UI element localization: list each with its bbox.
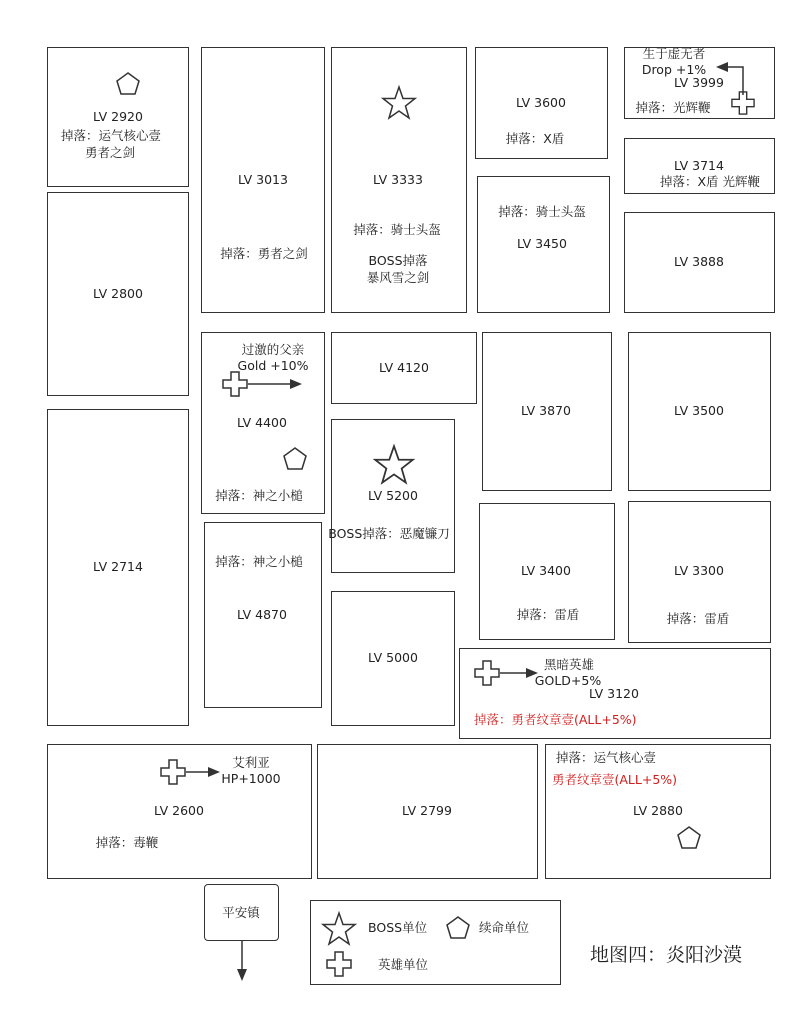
boss-drop: BOSS掉落：恶魔镰刀 (328, 526, 450, 541)
star-icon (382, 86, 416, 120)
zone-level: LV 3888 (674, 254, 724, 269)
star-icon (322, 912, 356, 946)
legend-revive-label: 续命单位 (479, 920, 530, 935)
zone-drop-highlight: 掉落：勇者纹章壹(ALL+5%) (474, 712, 637, 727)
hero-bonus: Drop +1% (641, 62, 707, 77)
pentagon-icon (446, 916, 470, 940)
zone-drop: 掉落：光辉鞭 (635, 100, 711, 115)
boss-drop-item: 暴风雪之剑 (366, 270, 430, 285)
pentagon-icon (116, 72, 140, 96)
hero-bonus: Gold +10% (237, 358, 309, 373)
arrow-right-icon (500, 667, 538, 679)
cross-icon (474, 660, 500, 686)
zone-level: LV 2799 (402, 803, 452, 818)
zone-level: LV 4400 (237, 415, 287, 430)
zone-drop: 掉落：运气核心壹 (556, 750, 657, 765)
zone-level: LV 3120 (589, 686, 639, 701)
zone-level: LV 2800 (93, 286, 143, 301)
zone-drop: 掉落：运气核心壹 (60, 128, 162, 143)
arrow-right-icon (186, 766, 220, 778)
cross-icon (222, 371, 248, 397)
zone-level: LV 3500 (674, 403, 724, 418)
zone-level: LV 4120 (379, 360, 429, 375)
hero-bonus: GOLD+5% (534, 673, 602, 688)
zone-drop: 掉落：雷盾 (516, 607, 580, 622)
zone-level: LV 5200 (368, 488, 418, 503)
zone-drop: 勇者之剑 (84, 145, 136, 160)
zone-drop: 掉落：X盾 (505, 131, 565, 146)
hero-bonus: HP+1000 (221, 771, 281, 786)
zone-drop: 掉落：骑士头盔 (498, 204, 586, 219)
zone-level: LV 3013 (238, 172, 288, 187)
cross-icon (731, 91, 755, 115)
legend-hero-label: 英雄单位 (378, 957, 429, 972)
zone-drop: 掉落：毒鞭 (95, 835, 159, 850)
zone-level: LV 3333 (373, 172, 423, 187)
hero-name: 生于虚无者 (642, 46, 706, 61)
pentagon-icon (283, 447, 307, 471)
map-title: 地图四：炎阳沙漠 (590, 944, 743, 966)
zone-level: LV 2920 (93, 109, 143, 124)
zone-drop: 掉落：X盾 光辉鞭 (659, 174, 761, 189)
zone-level: LV 3714 (674, 158, 724, 173)
zone-level: LV 3300 (674, 563, 724, 578)
zone-level: LV 5000 (368, 650, 418, 665)
hero-name: 过激的父亲 (241, 342, 305, 357)
town-name: 平安镇 (222, 905, 260, 920)
zone-level: LV 2714 (93, 559, 143, 574)
pentagon-icon (677, 826, 701, 850)
cross-icon (326, 951, 352, 977)
zone-drop: 掉落：神之小槌 (215, 488, 303, 503)
arrow-down-icon (236, 941, 248, 983)
cross-icon (160, 759, 186, 785)
arrow-right-icon (248, 378, 302, 390)
zone-drop: 掉落：神之小槌 (215, 554, 303, 569)
zone-drop: 掉落：骑士头盔 (353, 222, 441, 237)
zone-level: LV 2600 (154, 803, 204, 818)
star-icon (374, 445, 414, 485)
zone-level: LV 3999 (674, 75, 724, 90)
zone-drop-highlight: 勇者纹章壹(ALL+5%) (552, 772, 678, 787)
zone-level: LV 4870 (237, 607, 287, 622)
zone-level: LV 3600 (516, 95, 566, 110)
zone-level: LV 3450 (517, 236, 567, 251)
zone-level: LV 3400 (521, 563, 571, 578)
zone-drop: 掉落：雷盾 (666, 611, 730, 626)
zone-level: LV 2880 (633, 803, 683, 818)
zone-drop: 掉落：勇者之剑 (220, 246, 308, 261)
hero-name: 黑暗英雄 (543, 657, 595, 672)
hero-name: 艾利亚 (232, 755, 270, 770)
boss-drop: BOSS掉落 (368, 253, 428, 268)
legend-boss-label: BOSS单位 (368, 920, 428, 935)
zone-level: LV 3870 (521, 403, 571, 418)
